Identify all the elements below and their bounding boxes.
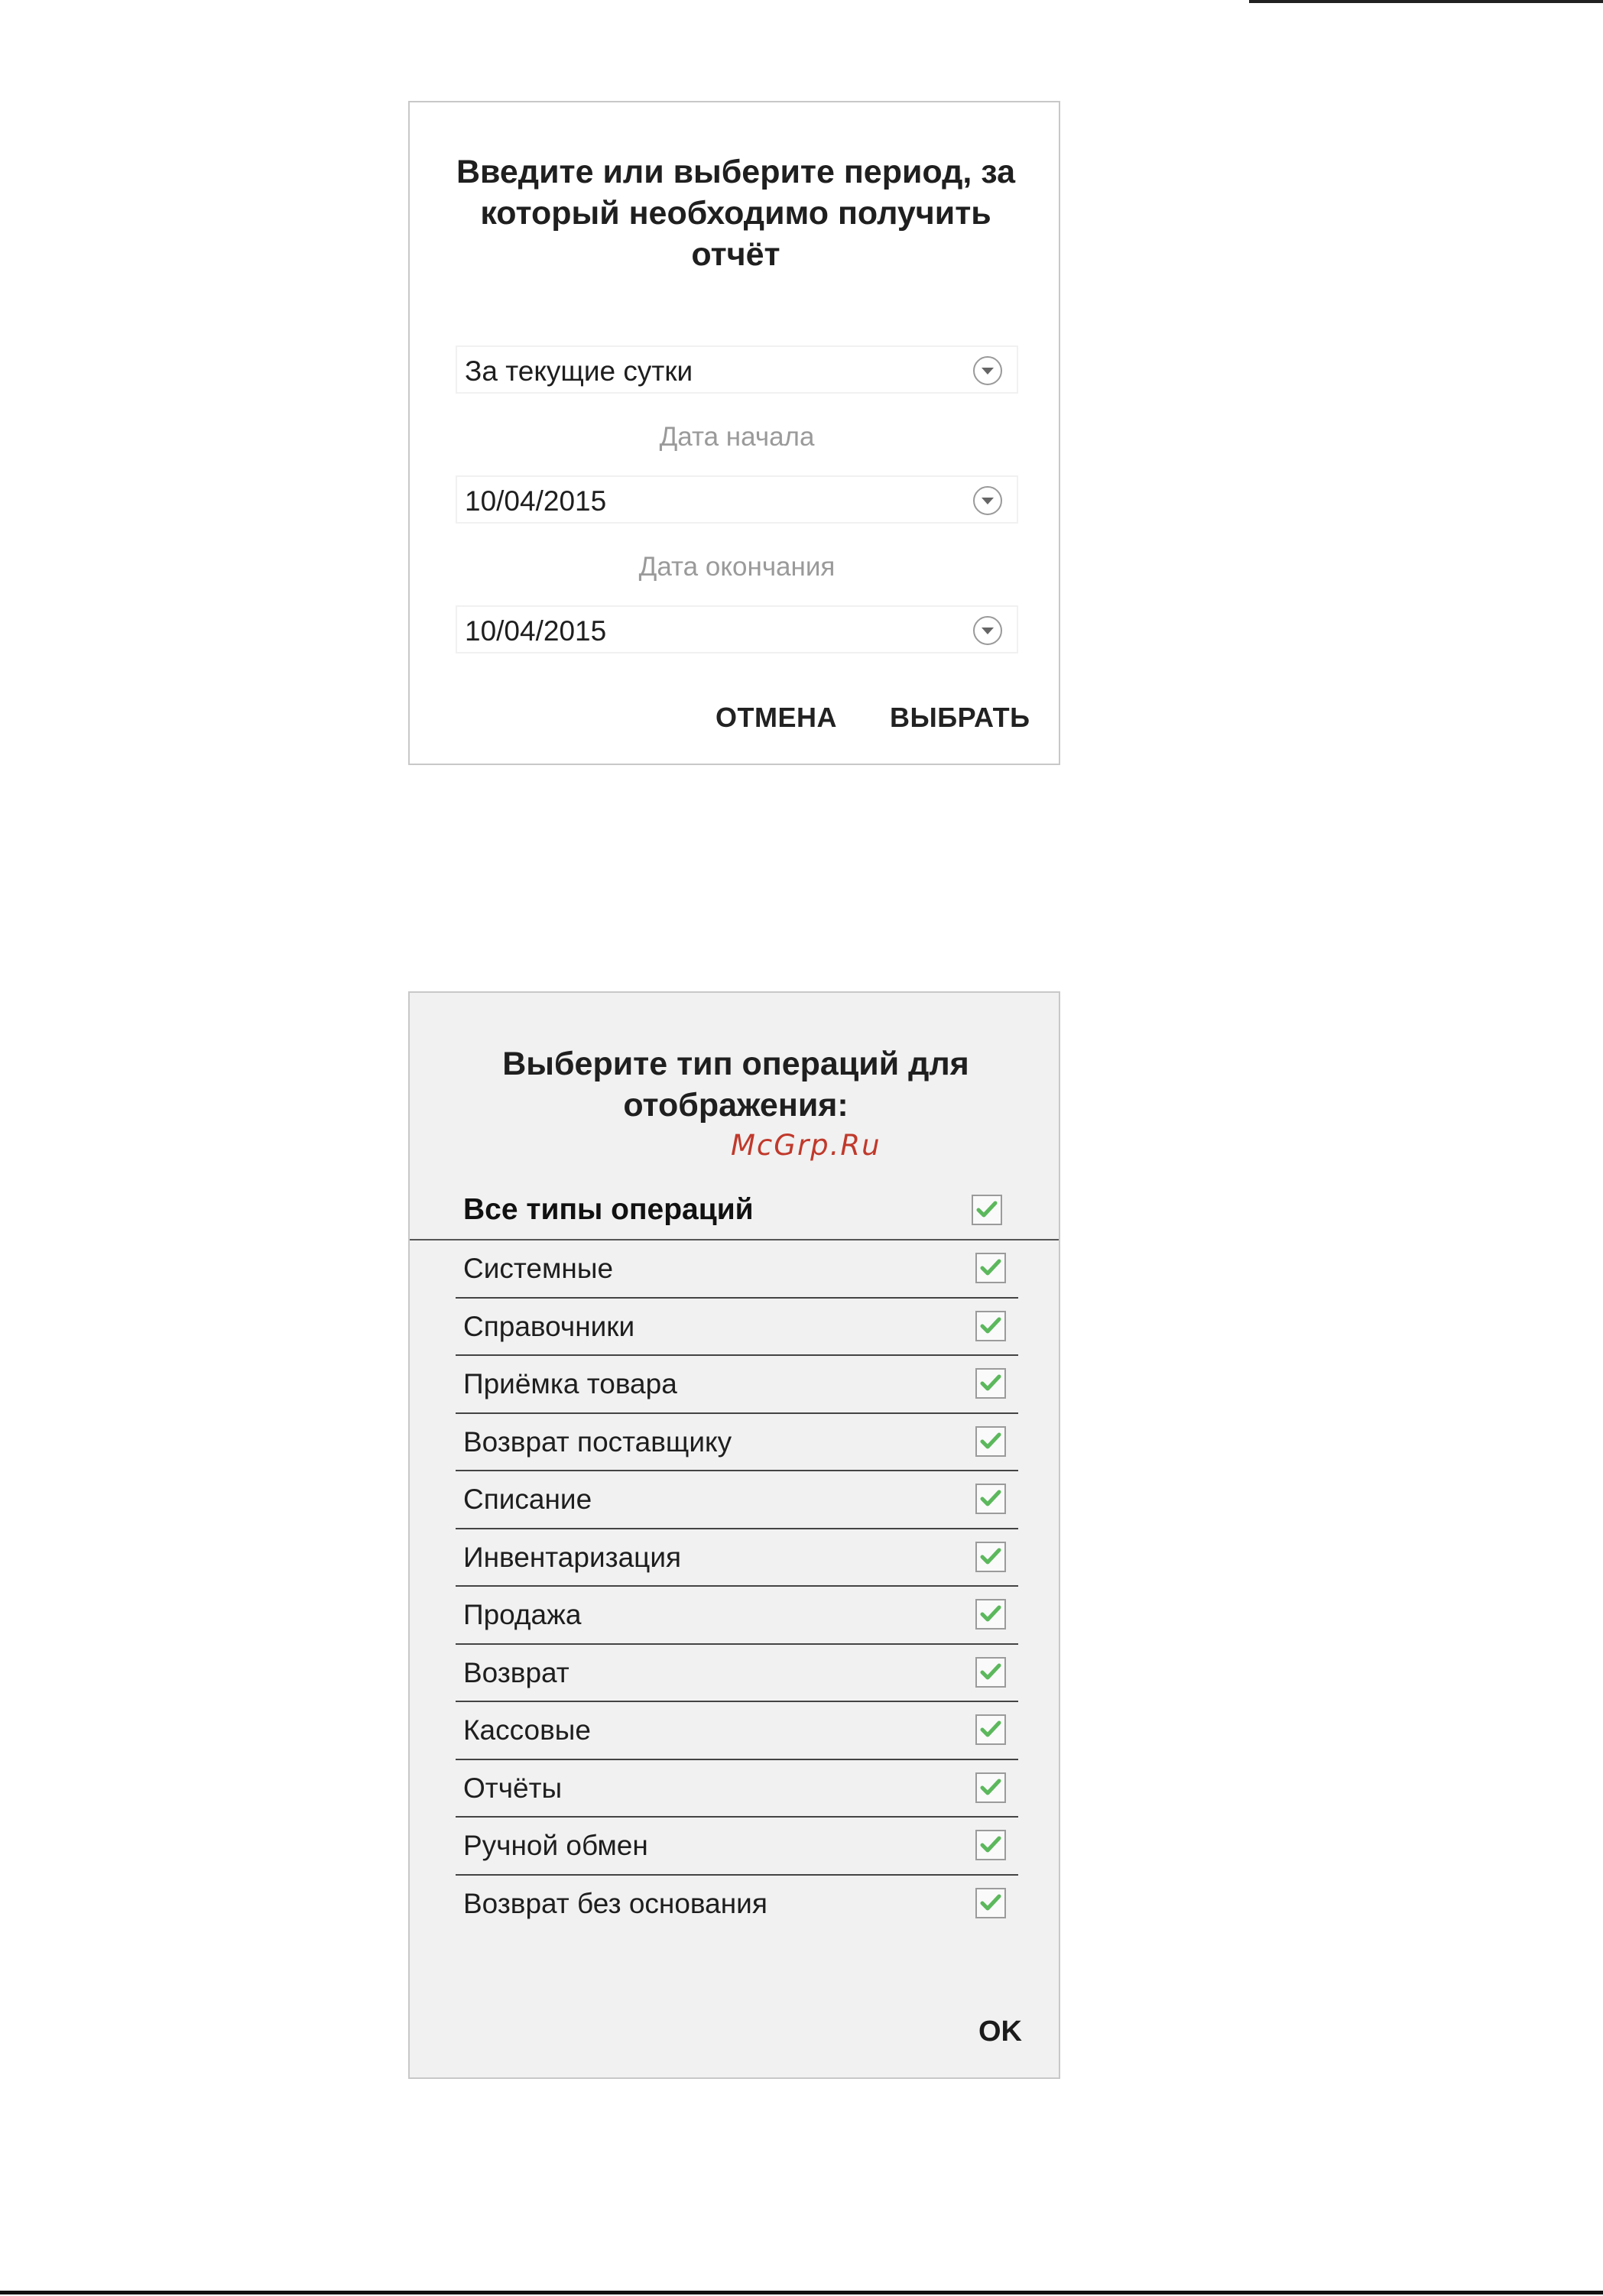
period-dialog: [408, 101, 1060, 765]
list-item[interactable]: [456, 1529, 1018, 1587]
all-types-checkbox[interactable]: [972, 1195, 1002, 1225]
list-item-checkbox[interactable]: [975, 1484, 1006, 1514]
chevron-down-icon: [972, 355, 1003, 386]
list-item-label: Отчёты: [463, 1772, 563, 1804]
list-item-checkbox[interactable]: [975, 1772, 1006, 1803]
list-item[interactable]: [456, 1414, 1018, 1472]
list-item-checkbox[interactable]: [975, 1253, 1006, 1283]
list-item-label: Приёмка товара: [463, 1368, 677, 1399]
list-item-checkbox[interactable]: [975, 1657, 1006, 1688]
period-select[interactable]: [456, 345, 1018, 394]
list-item-label: Возврат поставщику: [463, 1425, 732, 1458]
checkmark-icon: [979, 1372, 1002, 1395]
list-item-label: Ручной обмен: [463, 1830, 648, 1861]
checkmark-icon: [979, 1487, 1002, 1510]
list-item[interactable]: [456, 1702, 1018, 1760]
list-item-checkbox[interactable]: [975, 1830, 1006, 1860]
list-item-label: Списание: [463, 1484, 592, 1515]
checkmark-icon: [979, 1603, 1002, 1626]
cancel-button[interactable]: ОТМЕНА: [716, 702, 837, 733]
list-item-label: Продажа: [463, 1599, 582, 1630]
list-item[interactable]: [456, 1471, 1018, 1529]
list-item-label: Инвентаризация: [463, 1541, 682, 1573]
bottom-rule: [0, 2291, 1603, 2294]
start-date-label: Дата начала: [659, 422, 815, 452]
operations-dialog: [408, 991, 1060, 2079]
end-date-value: 10/04/2015: [465, 615, 607, 647]
list-item[interactable]: [456, 1356, 1018, 1414]
checkmark-icon: [979, 1834, 1002, 1857]
list-item[interactable]: [456, 1645, 1018, 1703]
list-item[interactable]: [456, 1240, 1018, 1299]
all-types-label: Все типы операций: [463, 1193, 754, 1226]
period-select-value: За текущие сутки: [465, 355, 693, 387]
chevron-down-icon: [972, 485, 1003, 516]
end-date-label: Дата окончания: [638, 552, 836, 582]
list-item-checkbox[interactable]: [975, 1599, 1006, 1630]
start-date-select[interactable]: [456, 475, 1018, 524]
list-item-checkbox[interactable]: [975, 1426, 1006, 1457]
chevron-down-icon: [972, 615, 1003, 646]
list-item[interactable]: [456, 1587, 1018, 1645]
select-button[interactable]: ВЫБРАТЬ: [890, 702, 1030, 733]
list-item-checkbox[interactable]: [975, 1368, 1006, 1399]
list-item-checkbox[interactable]: [975, 1311, 1006, 1341]
ok-button[interactable]: OK: [978, 2015, 1022, 2048]
watermark: McGrp.Ru: [731, 1129, 881, 1162]
list-item-label: Возврат: [463, 1656, 569, 1688]
checkmark-icon: [979, 1776, 1002, 1799]
checkmark-icon: [979, 1545, 1002, 1568]
operation-type-list[interactable]: [456, 1240, 1018, 1921]
checkmark-icon: [979, 1315, 1002, 1338]
checkmark-icon: [979, 1257, 1002, 1279]
top-rule: [1249, 0, 1603, 3]
checkmark-icon: [979, 1430, 1002, 1453]
list-item-label: Возврат без основания: [463, 1887, 767, 1919]
checkmark-icon: [979, 1718, 1002, 1741]
list-item-checkbox[interactable]: [975, 1888, 1006, 1918]
checkmark-icon: [979, 1661, 1002, 1684]
period-dialog-title: Введите или выберите период, за который необходимо получить отчёт: [456, 154, 1016, 273]
start-date-value: 10/04/2015: [465, 485, 607, 517]
list-item[interactable]: [456, 1818, 1018, 1876]
list-item-checkbox[interactable]: [975, 1714, 1006, 1745]
end-date-select[interactable]: [456, 605, 1018, 653]
checkmark-icon: [975, 1198, 998, 1221]
list-item[interactable]: [456, 1876, 1018, 1921]
list-item[interactable]: [456, 1760, 1018, 1818]
operations-dialog-title: Выберите тип операций для отображения:: [502, 1046, 969, 1124]
list-item-label: Кассовые: [463, 1714, 591, 1746]
list-item-label: Справочники: [463, 1310, 635, 1342]
list-item-checkbox[interactable]: [975, 1542, 1006, 1572]
list-item-label: Системные: [463, 1253, 614, 1284]
all-types-row[interactable]: [410, 1181, 1060, 1240]
checkmark-icon: [979, 1892, 1002, 1915]
list-item[interactable]: [456, 1299, 1018, 1357]
